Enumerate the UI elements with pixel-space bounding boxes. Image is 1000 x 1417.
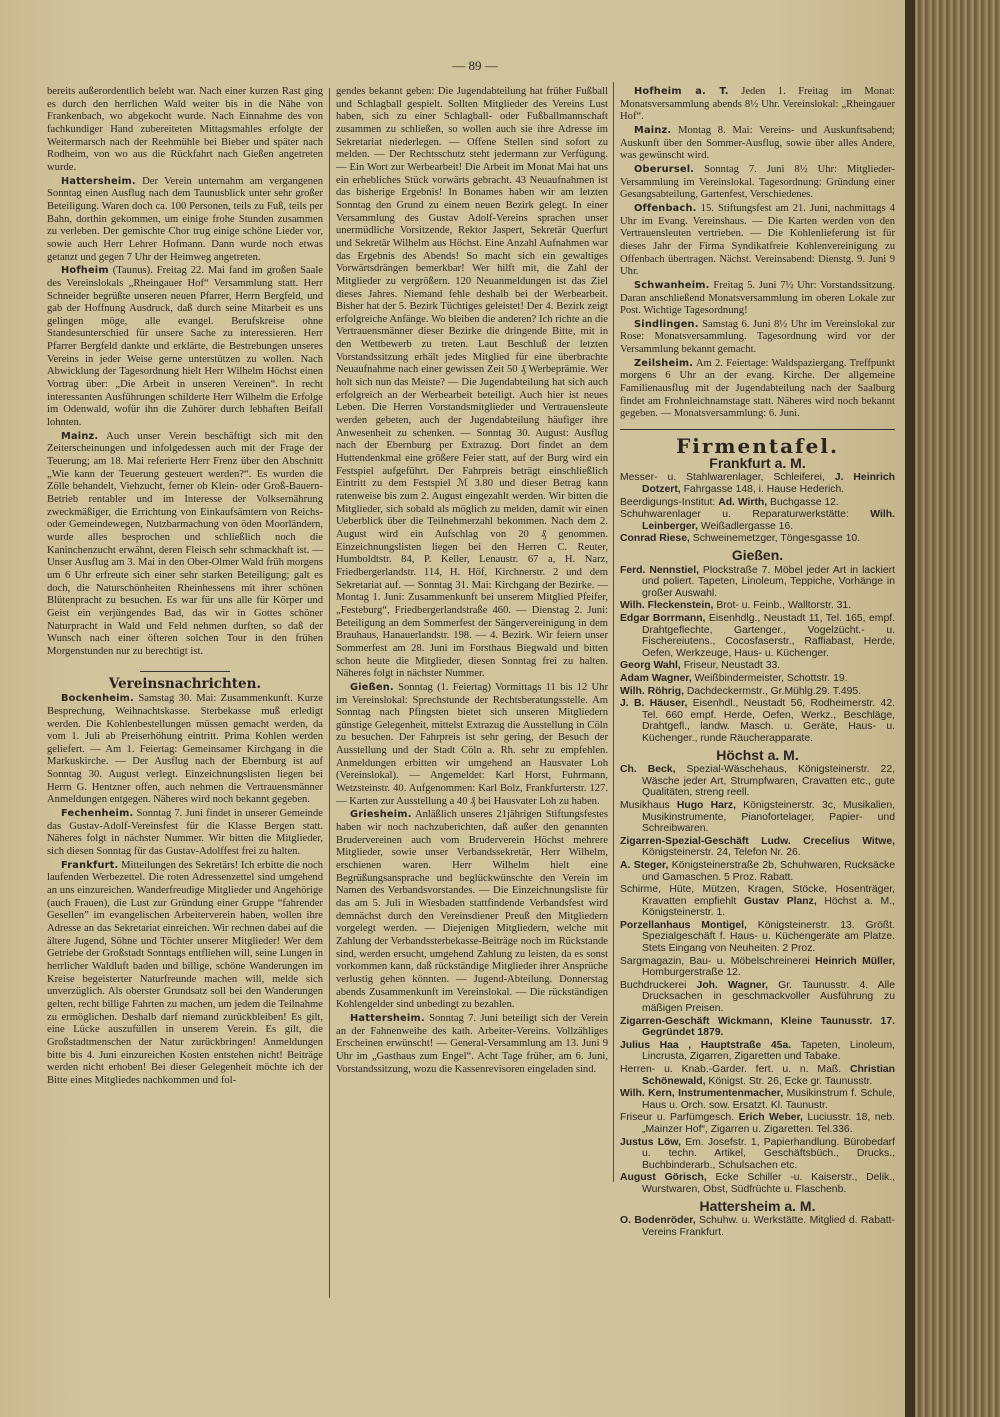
firm-name: Ferd. Nennstiel, — [620, 564, 699, 576]
firm-details: Buchgasse 12. — [767, 496, 839, 508]
firm-details: Beerdigungs-Institut: — [620, 496, 719, 508]
article-paragraph — [47, 431, 323, 659]
place-heading: Hofheim — [61, 265, 109, 277]
firm-details: Spezial-Wäschehaus, Königsteinerstr. 22, Wäsche jeder Art, Strumpfwaren, Cravatten etc., gute Qualitäten, streng reell. — [642, 764, 895, 799]
firm-entry — [620, 686, 895, 698]
firm-details: Musikhaus — [620, 799, 677, 811]
article-paragraph — [47, 265, 323, 430]
firm-details: Luciusstr. 18, neb. „Mainzer Hof“, Zigarren u. Zigaretten. Tel.336. — [642, 1112, 895, 1135]
column-3 — [620, 86, 895, 1239]
firm-name: O. Bodenröder, — [620, 1215, 696, 1227]
firm-entry — [620, 980, 895, 1015]
firm-details: Fahrgasse 148, i. Hause Hederich. — [680, 483, 845, 495]
article-paragraph — [47, 808, 323, 859]
firm-name: Ch. Beck, — [620, 764, 676, 776]
page-number: — 89 — — [452, 58, 498, 73]
city-heading: Höchst a. M. — [716, 746, 799, 763]
firm-name: J. B. Häuser, — [620, 698, 688, 710]
firm-details: Sargmagazin, Bau- u. Möbelschreinerei — [620, 955, 816, 967]
firm-name: Wilh. Leinberger, — [642, 509, 895, 532]
section-title: Vereinsnachrichten. — [108, 675, 262, 692]
firmentafel-title: Firmentafel. — [676, 434, 839, 459]
firm-name: Wilh. Kern, Instrumentenmacher, — [620, 1088, 784, 1100]
place-heading: Oberursel. — [634, 163, 695, 175]
firm-details: Königsteinerstr. 13. Größt. Spezialgeschäft f. Haus- u. Küchengeräte am Platze. Stets Eingang von Neuheiten. 2 Proz. — [642, 919, 895, 955]
firm-details: Dachdeckermstr., Gr.Mühlg.29. T.495. — [683, 685, 862, 697]
firm-entry — [620, 1215, 895, 1238]
place-heading: Gießen. — [350, 681, 394, 693]
firm-name: Zigarren-Geschäft Wickmann, Kleine Taunusstr. 17. Gegründet 1879. — [620, 1015, 895, 1039]
paragraph-text: Sonntag (1. Feiertag) Vormittags 11 bis 12 Uhr im Vereinslokal: Sprechstunde der Rechtsberatungsstelle. Am Sonntag nach Pfingsten bietet sich unseren Mitgliedern günstige Gelegenheit, mittelst Extrazug die Ausstellung in Cöln zu besuchen. Der Fahrpreis ist sehr gering, der Besuch der Ausstellung und der Stadt Cöln a. Rh. sehr zu empfehlen. Anmeldungen erbitten wir umgehend an Hausvater Loh (Vereinslokal). — Angemeldet: Karl Horst, Fuhrmann, Wetzsteinstr. 40. Aufgenommen: Karl Bolz, Frankfurterstr. 127. — Karten zur Ausstellung a 40 ₰ bei Hausvater Loh zu haben. — [336, 681, 608, 807]
firm-name: Conrad Riese, — [620, 533, 690, 545]
place-heading: Mainz. — [634, 124, 672, 136]
article-paragraph — [620, 164, 895, 202]
firm-details: Buchdruckerei — [620, 979, 697, 991]
paragraph-text: Montag 8. Mai: Vereins- und Auskunftsabend; Auskunft über den Sommer-Ausflug, sowie über alles Andere, was gewünscht wird. — [620, 124, 895, 162]
article-paragraph — [336, 86, 608, 681]
firm-details: Gr. Taunusstr. 4. Alle Drucksachen in geschmackvoller Ausführung zu mäßigen Preisen. — [642, 979, 895, 1015]
firm-details: Musikinstrum f. Schule, Haus u. Orch. sow. Ersatzt. Kl. Taunustr. — [642, 1088, 895, 1111]
firm-details: Herren- u. Knab.-Garder. fert. u. n. Maß. — [620, 1064, 850, 1075]
paragraph-text: bereits außerordentlich belebt war. Nach einer kurzen Rast ging es durch den herrlichen Wald weiter bis in die Nähe von Frankenbach, wo abgekocht wurde. Nach Einnahme des von fachkundiger Hand zubereiteten Mittagsmahles erfolgte der Weitermarsch nach der Reehmühle bei Bieber und später nach Rodheim, von wo aus die Rückfahrt nach Gießen angetreten wurde. — [47, 86, 323, 173]
firm-entry — [620, 920, 895, 955]
firm-name: Heinrich Müller, — [815, 955, 895, 967]
firm-details: Königst. Str. 26, Ecke gr. Taunusstr. — [705, 1075, 873, 1087]
firm-name: A. Steger, — [620, 859, 669, 871]
firm-details: Em. Josefstr. 1, Papierhandlung. Bürobedarf u. techn. Artikel, Geschäftsbüch., Drucks., Buchbinderarb., Schulsachen etc. — [642, 1136, 896, 1171]
firm-name: Edgar Borrmann, — [620, 612, 706, 624]
place-heading: Zeilsheim. — [634, 357, 694, 369]
paragraph-text: Sonntag 7. Juni beteiligt sich der Verein an der Fahnenweihe des kath. Arbeiter-Vereins. Vollzähliges Erscheinen erwünscht! — General-Versammlung am 13. Juni 9 Uhr im „Gasthaus zum Engel“. Acht Tage früher, am 6. Juni, Vorstandssitzung, wozu die Kassenrevisoren eingeladen sind. — [336, 1012, 609, 1075]
firm-details: Höchst a. M., Königsteinerstr. 1. — [642, 895, 895, 919]
paragraph-text: Der Verein unternahm am vergangenen Sonntag einen Ausflug nach dem Taunusblick unter sehr großer Beteiligung. Waren doch ca. 100 Personen, teils zu Fuß, teils per Bahn, dorthin gekommen, um einige frohe Stunden zusammen zu verleben. Der gemischte Chor trug einige schöne Lieder vor, sowie auch Herr Lehrer Hofmann. Dann wurde noch etwas getanzt und gegen 7 Uhr der Heimweg angetreten. — [47, 175, 323, 263]
article-paragraph — [620, 86, 895, 124]
firm-details: Brot- u. Feinb., Walltorstr. 31. — [713, 600, 852, 612]
firm-entry — [620, 472, 895, 495]
section-rule — [140, 671, 230, 672]
firm-name: Erich Weber, — [738, 1112, 803, 1124]
article-paragraph — [336, 809, 608, 1012]
book-spine-shadow — [905, 0, 915, 1417]
firm-name: J. Heinrich Dotzert, — [642, 472, 895, 495]
firm-name: Zigarren-Spezial-Geschäft Ludw. Crecelius Witwe, — [620, 835, 895, 847]
column-2 — [336, 86, 608, 1077]
article-paragraph — [336, 1013, 608, 1076]
article-paragraph — [620, 358, 895, 421]
firm-details: Messer- u. Stahlwarenlager, Schleiferei, — [620, 472, 835, 484]
city-heading: Frankfurt a. M. — [709, 454, 806, 471]
place-heading: Fechenheim. — [61, 808, 134, 820]
firm-entry — [620, 860, 895, 883]
paragraph-text: Anläßlich unseres 21jährigen Stiftungsfestes haben wir noch nachzuberichten, daß außer den genannten Brudervereinen auch vom Bruderverein Höchst mehrere Mitglieder, sowie unser Verbandssekretär, Herr Wilhelm, erschienen waren. Herr Wilhelm hielt eine Begrüßungsansprache und beglückwünschte den Verein im Namen des Verbandsvorstandes. — Die Einzeichnungsliste für das am 5. Juli in Wiesbaden stattfindende Verbandsfest wird demnächst durch den Vereinsdiener Preuß den Mitgliedern vorgelegt werden. — Diejenigen Mitgliedern, welche mit Zahlung der Verbandssterbekasse-Beiträge noch im Rückstande sind, werden ersucht, umgehend Zahlung zu leisten, da es sonst vorkommen kann, daß rückständige Mitglieder ihrer Ansprüche verlustig gehen könnten. — Jugend-Abteilung. Donnerstag abends Zusammenkunft im Vereinslokal. — Die rückständigen Kohlengelder sind unbedingt zu bezahlen. — [336, 809, 608, 1011]
firm-details: Friseur, Neustadt 33. — [680, 660, 781, 672]
firm-entry — [620, 613, 895, 659]
place-heading: Offenbach. — [634, 202, 697, 214]
firm-entry — [620, 1088, 895, 1111]
firm-details: Schuhw. u. Werkstätte. Mitglied d. Rabatt-Vereins Frankfurt. — [642, 1215, 895, 1238]
firm-name: Adam Wagner, — [620, 672, 692, 684]
firm-details: Königsteinerstr. 3c, Musikalien, Musikinstrumente, Pianofortelager, Papier- und Schreibwaren. — [642, 799, 895, 835]
city-heading: Gießen. — [731, 546, 784, 563]
paragraph-text: (Taunus). Freitag 22. Mai fand im großen Saale des Vereinslokals „Rheingauer Hof“ Versammlung statt. Herr Schneider begrüßte unseren neuen Pfarrer, Herrn Bergfeld, und gab der Hoffnung Ausdruck, daß durch seine Mitarbeit es uns gelingen möge, alle evangel. Berufskreise ohne Standesunterschied für unsere Sache zu interessieren. Herr Pfarrer Bergfeld dankte und erklärte, die Bestrebungen unseres Vereins in jeder Weise gerne unterstützen zu wollen. Nach Abwicklung der Tagesordnung hielt Herr Wilhelm Höchst einen Vortrag über: „Die Arbeit in unseren Vereinen“. In recht interessanten Ausführungen schilderte Herr Wilhelm die Erfolge im Odenwald, wofür ihn die Zuhörer durch lebhaften Beifall lohnten. — [47, 265, 323, 429]
article-paragraph — [620, 203, 895, 279]
firm-entry — [620, 1112, 895, 1135]
place-heading: Schwanheim. — [634, 279, 710, 291]
paragraph-text: 15. Stiftungsfest am 21. Juni, nachmittags 4 Uhr im Evang. Vereinshaus. — Die Karten werden von den Vertrauensleuten vertrieben. — Die Kohlenlieferung ist für dieses Jahr der Firma Syndikatfreie Kohlenvereinigung zu Offenbach übertragen. Nächst. Vereinsabend: Dienstg. 9. Juni 9 Uhr. — [620, 202, 895, 278]
firm-entry — [620, 836, 895, 859]
firm-details: Tapeten, Linoleum, Lincrusta, Zigarren, Zigaretten und Tabake. — [642, 1039, 895, 1063]
book-page-edges — [905, 0, 1000, 1417]
paragraph-text: Jeden 1. Freitag im Monat: Monatsversammlung abends 8½ Uhr. Vereinslokal: „Rheingauer Hof“. — [620, 86, 895, 123]
firm-name: Ad. Wirth, — [718, 496, 768, 508]
firm-entry — [620, 698, 895, 744]
section-articles — [47, 693, 323, 1087]
column-divider — [329, 88, 330, 1298]
firm-details: Königsteinerstr. 24, Telefon Nr. 26. — [642, 847, 801, 859]
firm-name: Wilh. Fleckenstein, — [620, 600, 714, 612]
firm-name: Joh. Wagner, — [696, 979, 769, 991]
article-paragraph — [47, 693, 323, 807]
article-paragraph — [620, 125, 895, 163]
firm-details: Plockstraße 7. Möbel jeder Art in lackiert und poliert. Tapeten, Linoleum, Teppiche, Vorhänge in großer Auswahl. — [642, 564, 895, 599]
firm-entry — [620, 884, 895, 919]
firm-name: Hugo Harz, — [676, 799, 736, 811]
firm-details: Ecke Schiller -u. Kaiserstr., Delik., Wurstwaren, Obst, Südfrüchte u. Flaschenb. — [642, 1172, 895, 1195]
column-1-articles — [47, 86, 323, 659]
paragraph-text: Am 2. Feiertage: Waldspaziergang. Treffpunkt morgens 6 Uhr an der evang. Kirche. Der allgemeine Familienausflug mit der Jugendabteilung nach der Saalburg findet am Frohnleichnamstage statt. Näheres wird noch bekannt gegeben. — Monatsversammlung: 6. Juni. — [620, 357, 895, 420]
firm-details: Weißadlergasse 16. — [698, 520, 794, 532]
firm-entry — [620, 1016, 895, 1039]
paragraph-text: Freitag 5. Juni 7½ Uhr: Vorstandssitzung. Daran anschließend Monatsversammlung im oberen Lokale zur Post. Wichtige Tagesordnung! — [620, 279, 895, 317]
firm-entry — [620, 497, 895, 509]
firm-details: Schuhwarenlager u. Reparaturwerkstätte: — [620, 509, 871, 521]
city-heading: Hattersheim a. M. — [699, 1197, 816, 1214]
place-heading: Mainz. — [61, 430, 99, 442]
article-paragraph — [47, 176, 323, 265]
firm-details: Homburgerstraße 12. — [642, 967, 741, 979]
firm-entry — [620, 600, 895, 612]
paragraph-text: Samstag 30. Mai: Zusammenkunft. Kurze Besprechung, Weihnachtskasse. Sterbekasse muß erledigt werden. Die Kohlenbestellungen müssen gemacht werden, da vom 1. Juli ab Preiserhöhung eintritt. Prima Kohlen werden geliefert. — Am 1. Feiertag: Gemeinsamer Kirchgang in die Markuskirche. — Der Ausflug nach der Ebernburg ist auf Sonntag 30. August verlegt. Einzeichnungslisten liegen bei Herrn G. Hentzner offen, auch nehmen die Vertrauensmänner Anmeldungen entgegen. Näheres wird noch bekannt gegeben. — [47, 693, 323, 806]
firm-entry — [620, 800, 895, 835]
paragraph-text: gendes bekannt geben: Die Jugendabteilung hat früher Fußball und Schlagball gespielt. Sollten Mitglieder des Vereins Lust haben, sich zu einer Schlagball- oder Fußballmannschaft zusammen zu schließen, so wollen auch sie ihre Adresse im Sekretariat niederlegen. — Offene Stellen sind sofort zu melden. — Der Rechtsschutz steht jedermann zur Verfügung. — Ein Wort zur Werbearbeit! Die Arbeit im Monat Mai hat uns ein erhebliches Stück vorwärts gebracht. 43 Neuaufnahmen ist das bisherige Ergebnis! In Bonames haben wir am letzten Sonntag den Grund zu einem neuen Bezirk gelegt. In einer Versammlung des Gustav Adolf-Vereins sprachen unser unermüdliche Vorsitzende, Rektor Jaspert, Sekretär Querfurt und Sekretär Wilhelm aus Höchst. Eine Anzahl Aufnahmen war das Ergebnis des Abends! So macht sich ein gewaltiges Vorwärtsdrängen bemerkbar! Wer hilft mit, die Zahl der Mitglieder zu vergrößern. 120 Neuanmeldungen ist das Ziel dieses Jahres. Niemand fehle deshalb bei der Werbearbeit. Bisher hat der 5. Bezirk Tüchtiges geleistet! Der 4. Bezirk zeigt erfolgreiche Anfänge. Wo bleiben die anderen? Ich richte an die Vertrauensmänner dieser Bezirke die dringende Bitte, mit in den Wettbewerb zu treten. Laut Beschluß der letzten Vorstandssitzung erhält jedes Mitglied für eine überbrachte Neuaufnahme nach einer gewissen Zeit 50 ₰ Werbeprämie. Wer holt sich nun das Meiste? — Die Jugendabteilung hat sich auch erfolgreich an der Werbearbeit beteiligt. Auch hier ist neues Leben. Die Herren Vorstandsmitglieder und Vertrauensleute werden gebeten, auch der Jugendabteilung häufiger ihre Anwesenheit zu schenken. — Sonntag 30. August: Ausflug nach der Ebernburg per Extrazug. Dort findet an dem Huttendenkmal eine größere Feier statt, auf der Burg wird ein Festspiel aufgeführt. Der Fahrpreis beträgt einschließlich Eintritt zu dem Festspiel ℳ 3.80 und dieser Betrag kann ratenweise bis zum 2. August eingezahlt werden. Wir bitten die Mitglieder, sich sobald als möglich zu melden, damit wir einen Ueberblick über die Teilnehmerzahl bekommen. Nach dem 2. August wird ein Aufschlag von 20 ₰ genommen. Einzeichnungslisten liegen bei den Herren C. Reuter, Humboldtstr. 84, P. Keller, Lenaustr. 67 a, H. Narz, Friedbergerlandstr. 114, H. Höf, Kirchnerstr. 2 und dem Sekretariat auf. — Sonntag 31. Mai: Kirchgang der Bezirke. — Montag 1. Juni: Zusammenkunft bei unserem Mitglied Pfeifer, „Festeburg“, Friedbergerlandstraße 460. — Dienstag 2. Juni: Beteiligung an dem Sommerfest der Sängervereinigung in dem Brauhaus, Hanauerlandstr. 198. — 4. Bezirk. Wir feiern unser Sommerfest am 28. Juni im Forsthaus Biegwald und bitten schon heute die Mitglieder, diesen Sonntag frei zu halten. Näheres folgt in nächster Nummer. — [336, 86, 608, 680]
article-paragraph — [47, 86, 323, 175]
firm-entry — [620, 764, 895, 799]
firm-details: Eisenhdl., Neustadt 56, Rodheimerstr. 42. Tel. 660 empf. Herde, Oefen, Werkz., Beschläge, Drahtgefl., landw. Masch. u. Geräte, Haus- u. Küchenger., runde Räucherapparate. — [642, 698, 895, 744]
paragraph-text: Sonntag 7. Juni findet in unserer Gemeinde das Gustav-Adolf-Vereinsfest für die Klasse Bergen statt. Näheres folgt in nächster Nummer. Wir bitten die Mitglieder, sich diesen Sonntag für das Gustav-Adolffest frei zu halten. — [47, 808, 323, 858]
column-1 — [47, 86, 323, 1089]
firm-name: Christian Schönewald, — [642, 1064, 895, 1087]
firm-details: Königsteinerstraße 2b, Schuhwaren, Rucksäcke und Gamaschen. 5 Proz. Rabatt. — [642, 859, 896, 883]
place-heading: Hattersheim. — [61, 175, 136, 187]
firm-name: Georg Wahl, — [620, 660, 681, 672]
firm-details: Eisenhdlg., Neustadt 11, Tel. 165, empf. Drahtgeflechte, Gartenger., Vogelzücht.- u. Fischereiutens., Cocosfaserstr., Raffiabast, Herde, Oefen, Werkzeuge, Haus- u. Küchenger. — [642, 612, 895, 659]
column-divider — [613, 82, 614, 1182]
firm-entry — [620, 673, 895, 685]
firm-entry — [620, 1040, 895, 1063]
firm-entry — [620, 1137, 895, 1172]
firm-entry — [620, 565, 895, 600]
firm-name: Porzellanhaus Montigel, — [620, 919, 747, 931]
paragraph-text: Samstag 6. Juni 8½ Uhr im Vereinslokal zur Rose: Monatsversammlung. Tagesordnung wird vor der Versammlung bekannt gemacht. — [620, 318, 896, 356]
paragraph-text: Mitteilungen des Sekretärs! Ich erbitte die noch laufenden Werbezettel. Die roten Adressenzettel sind umgehend an uns einzureichen. Wanderfreudige Mitglieder und Angehörige (auch Frauen), die Lust zur Gründung einer Gruppe “fahrender Gesellen” im evangelischen Arbeiterverein haben, wollen ihre Adresse an das Sekretariat einreichen. Wir rechnen dabei auf die ältere Jugend, Söhne und Töchter unserer Mitglieder! Wer dem Getriebe der Großstadt Sonntags entfliehen will, seine Lungen in herrlicher Waldluft baden und billige, schöne Wanderungen im Kreise begeisterter Naturfreunde machen will, melde sich unverzüglich. Als oberster Grundsatz soll bei den Wanderungen gelten, recht billige Fahrten zu machen, um jedem die Teilnahme zu ermöglichen. Deshalb darf niemand zurückbleiben! Es gilt, eine Lücke auszufüllen in unserem Verein. Es gilt, die Großstadtmenschen der Natur zurückbringen! Anmeldungen bitte bis 4. Juni einzureichen Kosten entstehen nicht! Beiträge werden nicht erhoben! Bei dieser Gelegenheit möchte ich der Bitte eines Mitgliedes nachkommen und fol- — [47, 859, 323, 1086]
place-heading: Griesheim. — [350, 809, 412, 821]
article-paragraph — [620, 280, 895, 318]
place-heading: Hattersheim. — [350, 1012, 425, 1024]
place-heading: Bockenheim. — [61, 693, 134, 705]
place-heading: Hofheim a. T. — [634, 86, 729, 97]
article-paragraph — [620, 319, 895, 357]
place-heading: Sindlingen. — [634, 318, 699, 330]
firmentafel-listing — [620, 454, 896, 1239]
article-paragraph — [336, 682, 608, 809]
column-2-articles — [336, 86, 608, 1076]
firm-details: Friseur u. Parfümgesch. — [620, 1112, 739, 1124]
firm-details: Schweinemetzger, Töngesgasse 10. — [689, 533, 861, 545]
firm-details: Schirme, Hüte, Mützen, Kragen, Stöcke, Hosenträger, Kravatten empfiehlt — [620, 884, 895, 907]
firm-entry — [620, 1172, 895, 1195]
firm-details: Weißbindermeister, Schottstr. 19. — [691, 672, 848, 684]
paragraph-text: Auch unser Verein beschäftigt sich mit den Zeiterscheinungen und infolgedessen auch mit der Frage der Teuerung; am 18. Mai referierte Herr Frenz über den Abschnitt „Wie kann der Teuerung gesteuert werden?“. Es wurden die Zölle behandelt, Viehzucht, ferner ob Klein- oder Groß-Bauern-Betrieb rentabler und im Interesse der Volksernährung zweckmäßiger, die Errichtung von Einkaufsämtern von Reichs- oder Gemeindewegen, Nutzbarmachung von öden Moorländern, wurde alles besprochen und schließlich noch die Kaninchenzucht erwähnt, deren Fleisch sehr schmackhaft ist. — Unser Ausflug am 3. Mai in den Ober-Olmer Wald früh morgens um 6 Uhr erfreute sich einer sehr starken Beteiligung; galt es doch, die Naturschönheiten Rheinhessens mit ihrer schönen Blütenpracht zu besuchen. Es war für uns alle für Körper und Geist ein verjüngendes Bad, das wir in Gottes schöner Naturpracht in Wald und Feld nehmen durften, so daß der Wunsch nach einer öfteren solchen Tour in den frühen Morgenstunden nur zu berechtigt ist. — [47, 430, 323, 657]
firm-entry — [620, 956, 895, 979]
firm-name: Wilh. Röhrig, — [620, 685, 684, 697]
firm-entry — [620, 660, 895, 672]
firm-name: Justus Löw, — [620, 1136, 681, 1148]
column-3-articles — [620, 86, 895, 421]
firm-entry — [620, 1064, 895, 1087]
firm-entry — [620, 509, 895, 532]
article-paragraph — [47, 860, 323, 1088]
place-heading: Frankfurt. — [61, 859, 119, 871]
firm-name: August Görisch, — [620, 1172, 707, 1184]
firm-entry — [620, 533, 895, 545]
firm-name: Gustav Planz, — [743, 895, 817, 907]
section-rule — [620, 429, 895, 430]
firm-name: Julius Haa , Hauptstraße 45a. — [620, 1039, 792, 1051]
paragraph-text: Sonntag 7. Juni 8½ Uhr: Mitglieder-Versammlung im Vereinslokal. Tagesordnung: Gründung einer Gesangsabteilung, Gartenfest, Verschiedenes. — [620, 163, 895, 201]
